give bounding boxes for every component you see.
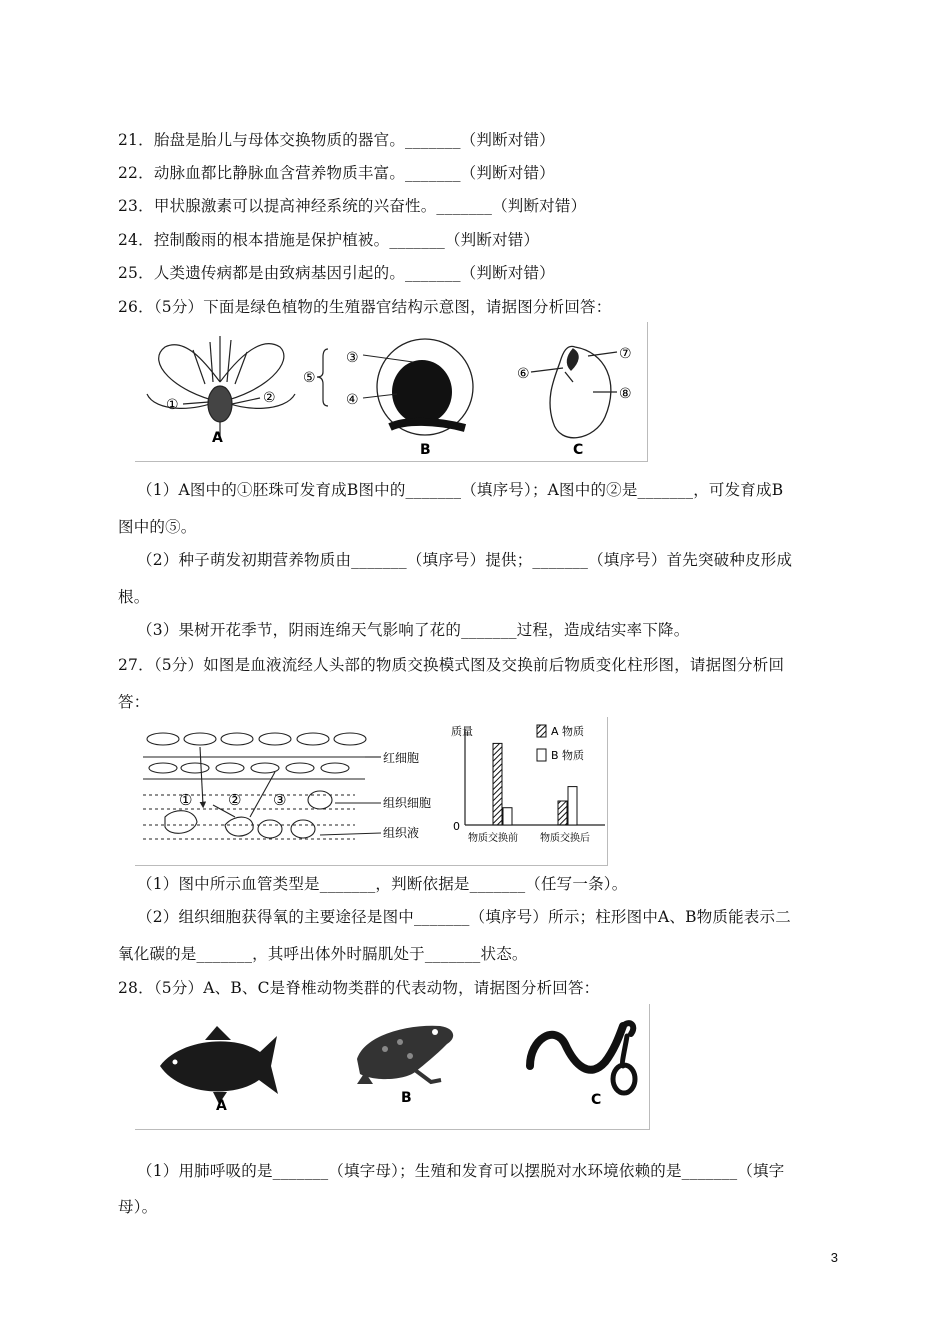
fig27-label-1: ① <box>179 791 193 809</box>
tissue-fluid-label: 组织液 <box>383 826 420 840</box>
legend-swatch-b <box>537 749 546 761</box>
seed-drawing <box>531 346 617 437</box>
fig26-label-1: ① <box>166 397 179 413</box>
fig26-label-c: C <box>573 442 584 458</box>
tissue-cell-label: 组织细胞 <box>383 796 432 810</box>
figure-plant-organs <box>135 322 648 462</box>
exchange-bar-chart <box>451 724 605 844</box>
chart-ylabel: 质量 <box>451 725 473 738</box>
legend-label-b: B 物质 <box>551 749 585 762</box>
q28-part1-line1: （1）用肺呼吸的是_______（填字母）；生殖和发育可以摆脱对水环境依赖的是_______（填字 <box>137 1162 785 1180</box>
fruit-drawing <box>317 339 473 435</box>
q28-part1-line2: 母）。 <box>118 1198 158 1216</box>
fig27-label-2: ② <box>228 791 242 809</box>
fig28-label-c: C <box>591 1092 602 1108</box>
bar-a-after <box>558 801 567 825</box>
legend-swatch-a <box>537 725 546 737</box>
fig26-label-3: ③ <box>346 350 359 366</box>
question-28: 28．（5分）A、B、C是脊椎动物类群的代表动物，请据图分析回答： <box>118 979 600 997</box>
fig26-label-7: ⑦ <box>619 346 632 362</box>
bar-b-after <box>568 787 577 825</box>
page-number: 3 <box>830 1250 838 1265</box>
q26-part1-line1: （1）A图中的①胚珠可发育成B图中的_______（填序号）；A图中的②是_______，可发育成B <box>137 481 784 499</box>
q27-part2-line1: （2）组织细胞获得氧的主要途径是图中_______（填序号）所示；柱形图中A、B物质能表示二 <box>137 908 791 926</box>
snake-drawing <box>530 1023 635 1093</box>
q26-part3: （3）果树开花季节，阴雨连绵天气影响了花的_______过程，造成结实率下降。 <box>137 621 690 639</box>
flower-drawing <box>147 336 295 437</box>
question-26: 26．（5分）下面是绿色植物的生殖器官结构示意图，请据图分析回答： <box>118 298 612 316</box>
fig28-label-b: B <box>401 1090 412 1106</box>
fig26-label-4: ④ <box>346 392 359 408</box>
fig27-label-3: ③ <box>273 791 287 809</box>
fig26-label-b: B <box>420 442 431 458</box>
bar-b-before <box>503 808 512 825</box>
frog-drawing <box>357 1026 453 1084</box>
red-cell-label: 红细胞 <box>383 751 420 765</box>
bar-a-before <box>493 743 502 825</box>
question-22: 22．动脉血都比静脉血含营养物质丰富。_______（判断对错） <box>118 164 555 182</box>
q26-part1-line2: 图中的⑤。 <box>118 518 197 536</box>
question-27-line1: 27．（5分）如图是血液流经人头部的物质交换模式图及交换前后物质变化柱形图，请据图分析回 <box>118 656 785 674</box>
fig26-label-5: ⑤ <box>303 370 316 386</box>
fish-drawing <box>160 1026 278 1104</box>
question-27-line2: 答： <box>118 693 150 711</box>
question-23: 23．甲状腺激素可以提高神经系统的兴奋性。_______（判断对错） <box>118 197 587 215</box>
category-label-before: 物质交换前 <box>468 833 518 844</box>
question-25: 25．人类遗传病都是由致病基因引起的。_______（判断对错） <box>118 264 555 282</box>
chart-origin: 0 <box>453 820 460 833</box>
fig26-label-a: A <box>212 430 223 446</box>
figure-blood-exchange <box>135 717 608 866</box>
question-24: 24．控制酸雨的根本措施是保护植被。_______（判断对错） <box>118 231 540 249</box>
fig26-label-8: ⑧ <box>619 386 632 402</box>
question-21: 21．胎盘是胎儿与母体交换物质的器官。_______（判断对错） <box>118 131 555 149</box>
fig26-label-2: ② <box>263 390 276 406</box>
q27-part1: （1）图中所示血管类型是_______，判断依据是_______（任写一条）。 <box>137 875 628 893</box>
q27-part2-line2: 氧化碳的是_______，其呼出体外时膈肌处于_______状态。 <box>118 945 528 963</box>
capillary-diagram <box>143 733 381 839</box>
legend-label-a: A 物质 <box>551 725 585 738</box>
fig26-label-6: ⑥ <box>517 366 530 382</box>
figure-vertebrates <box>135 1004 650 1130</box>
q26-part2-line1: （2）种子萌发初期营养物质由_______（填序号）提供；_______（填序号）首先突破种皮形成 <box>137 551 793 569</box>
q26-part2-line2: 根。 <box>118 588 150 606</box>
fig28-label-a: A <box>216 1098 227 1114</box>
category-label-after: 物质交换后 <box>540 833 590 844</box>
